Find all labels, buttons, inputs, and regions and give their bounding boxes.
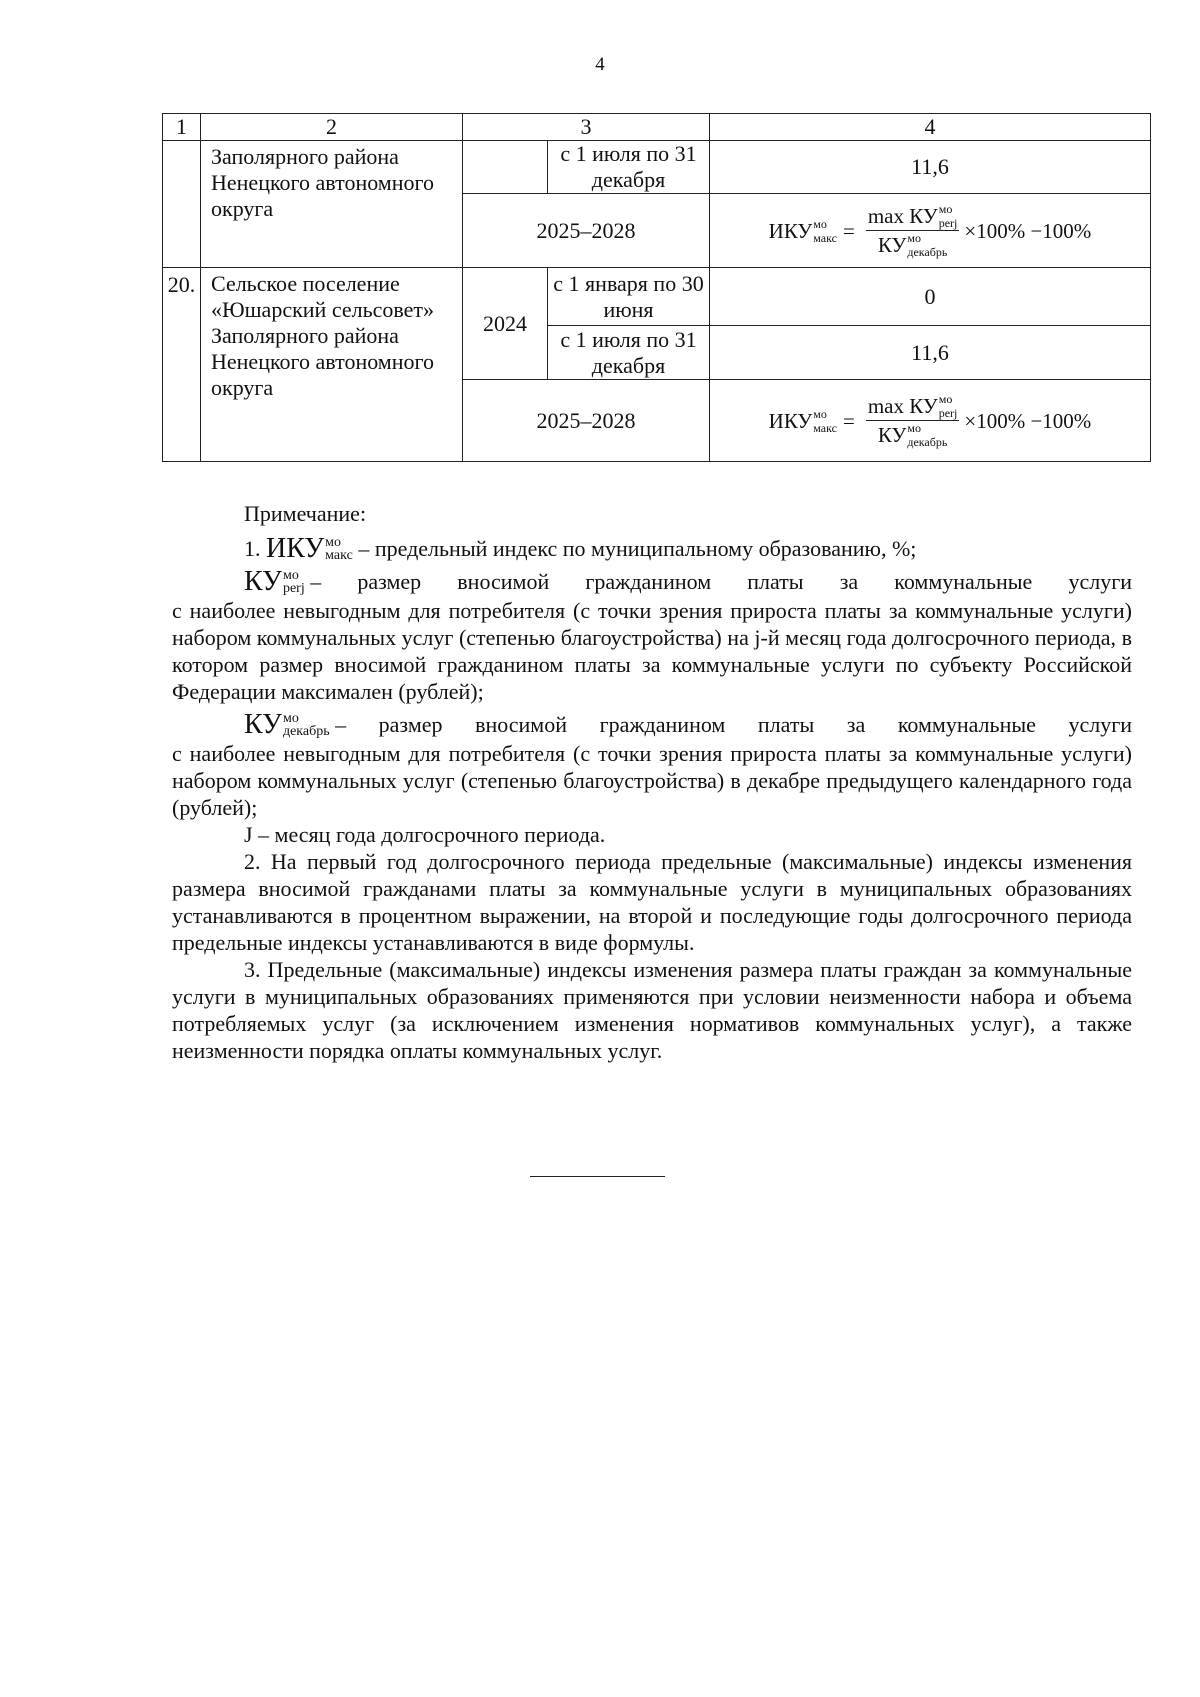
formula-fraction [866, 393, 960, 448]
row-number: 20. [163, 268, 201, 462]
formula-lhs-sub: макс [813, 230, 837, 245]
header-col-3: 3 [463, 114, 710, 141]
formula-num-sup: мо [938, 392, 953, 406]
ku-dec-rest: с наиболее невыгодным для потребителя (с точки зрения прироста платы за коммунальные услуги) набором коммунальных услуг (степенью благоустройства) в декабре предыдущего календарного года (рублей); [172, 741, 1132, 820]
index-value: 11,6 [710, 141, 1151, 194]
formula-num-sup: мо [938, 202, 953, 216]
formula-lhs: ИКУ [768, 408, 813, 433]
formula-lhs: ИКУ [768, 218, 813, 243]
formula-eq: = [843, 408, 855, 433]
formula-fraction [866, 203, 960, 258]
notes-section [172, 500, 1132, 1064]
table-row [163, 141, 1151, 194]
ku-dec-sub: декабрь [282, 723, 330, 739]
table-row [163, 268, 1151, 326]
years-range: 2025–2028 [463, 194, 710, 268]
ku-dec-definition [172, 711, 1132, 738]
header-row [163, 114, 1151, 141]
iku-definition: – предельный индекс по муниципальному образованию, %; [358, 536, 917, 561]
note-item-2: 2. На первый год долгосрочного периода предельные (максимальные) индексы изменения размера вносимой гражданами платы за коммунальные услуги в муниципальных образованиях устанавливаются в процентном выражении, на второй и последующие годы долгосрочного периода предельные индексы устанавливаются в виде формулы. [172, 849, 1132, 955]
municipality-name: Сельское поселение «Юшарский сельсовет» Заполярного района Ненецкого автономного округа [201, 268, 463, 462]
row-number-empty [163, 141, 201, 268]
formula-tail: ×100% −100% [964, 218, 1092, 243]
formula-eq: = [843, 218, 855, 243]
ku-perj-sup: мо [282, 567, 299, 583]
ku-perj-first-line: – размер вносимой гражданином платы за коммунальные услуги [310, 569, 1132, 594]
formula-num-sub: perj [938, 406, 958, 420]
formula-lhs-sub: макс [813, 420, 837, 435]
index-table [162, 113, 1151, 462]
years-range: 2025–2028 [463, 380, 710, 462]
period-cell: с 1 июля по 31 декабря [548, 141, 710, 194]
formula-denominator: КУ [877, 233, 907, 257]
header-col-2: 2 [201, 114, 463, 141]
iku-symbol: ИКУ [266, 533, 325, 564]
note-item-1-number: 1. [244, 536, 261, 561]
ku-perj-sub: perj [282, 580, 305, 596]
ku-dec-sup: мо [282, 710, 299, 726]
period-cell: с 1 января по 30 июня [548, 268, 710, 326]
iku-sub: макс [325, 547, 353, 563]
ku-perj-rest: с наиболее невыгодным для потребителя (с точки зрения прироста платы за коммунальные услуги) набором коммунальных услуг (степенью благоустройства) на j-й месяц года долгосрочного периода, в котором размер вносимой гражданином платы за коммунальные услуги по субъекту Российской Федерации максимален (рублей); [172, 598, 1132, 704]
ku-perj-definition [172, 568, 1132, 595]
closing-rule [530, 1176, 665, 1177]
iku-sup: мо [325, 534, 342, 550]
formula-cell [710, 194, 1151, 268]
year-cell: 2024 [463, 268, 548, 380]
formula-num-sub: perj [938, 216, 958, 230]
ku-perj-symbol: КУ [244, 566, 282, 597]
year-cell-empty [463, 141, 548, 194]
formula-den-sub: декабрь [907, 245, 948, 259]
note-item-3: 3. Предельные (максимальные) индексы изменения размера платы граждан за коммунальные услуги в муниципальных образованиях применяются при условии неизменности набора и объема потребляемых услуг (за исключением изменения нормативов коммунальных услуг), а также неизменности порядка оплаты коммунальных услуг. [172, 957, 1132, 1063]
formula-cell [710, 380, 1151, 462]
index-formula [710, 203, 1150, 258]
formula-tail: ×100% −100% [964, 408, 1092, 433]
formula-den-sup: мо [907, 231, 921, 245]
notes-title: Примечание: [244, 501, 367, 526]
formula-lhs-sup: мо [813, 406, 827, 421]
index-value: 0 [710, 268, 1151, 326]
index-formula [710, 393, 1150, 448]
municipality-name: Заполярного района Ненецкого автономного округа [201, 141, 463, 268]
formula-numerator: max КУ [867, 204, 938, 228]
ku-dec-first-line: – размер вносимой гражданином платы за коммунальные услуги [335, 712, 1132, 737]
formula-denominator: КУ [877, 423, 907, 447]
page-number: 4 [595, 54, 605, 75]
index-value: 11,6 [710, 326, 1151, 380]
header-col-1: 1 [163, 114, 201, 141]
formula-den-sub: декабрь [907, 435, 948, 449]
header-col-4: 4 [710, 114, 1151, 141]
formula-den-sup: мо [907, 421, 921, 435]
ku-dec-symbol: КУ [244, 709, 282, 740]
period-cell: с 1 июля по 31 декабря [548, 326, 710, 380]
formula-numerator: max КУ [867, 394, 938, 418]
note-item-1 [172, 535, 1132, 562]
j-definition: J – месяц года долгосрочного периода. [244, 822, 606, 847]
formula-lhs-sup: мо [813, 216, 827, 231]
